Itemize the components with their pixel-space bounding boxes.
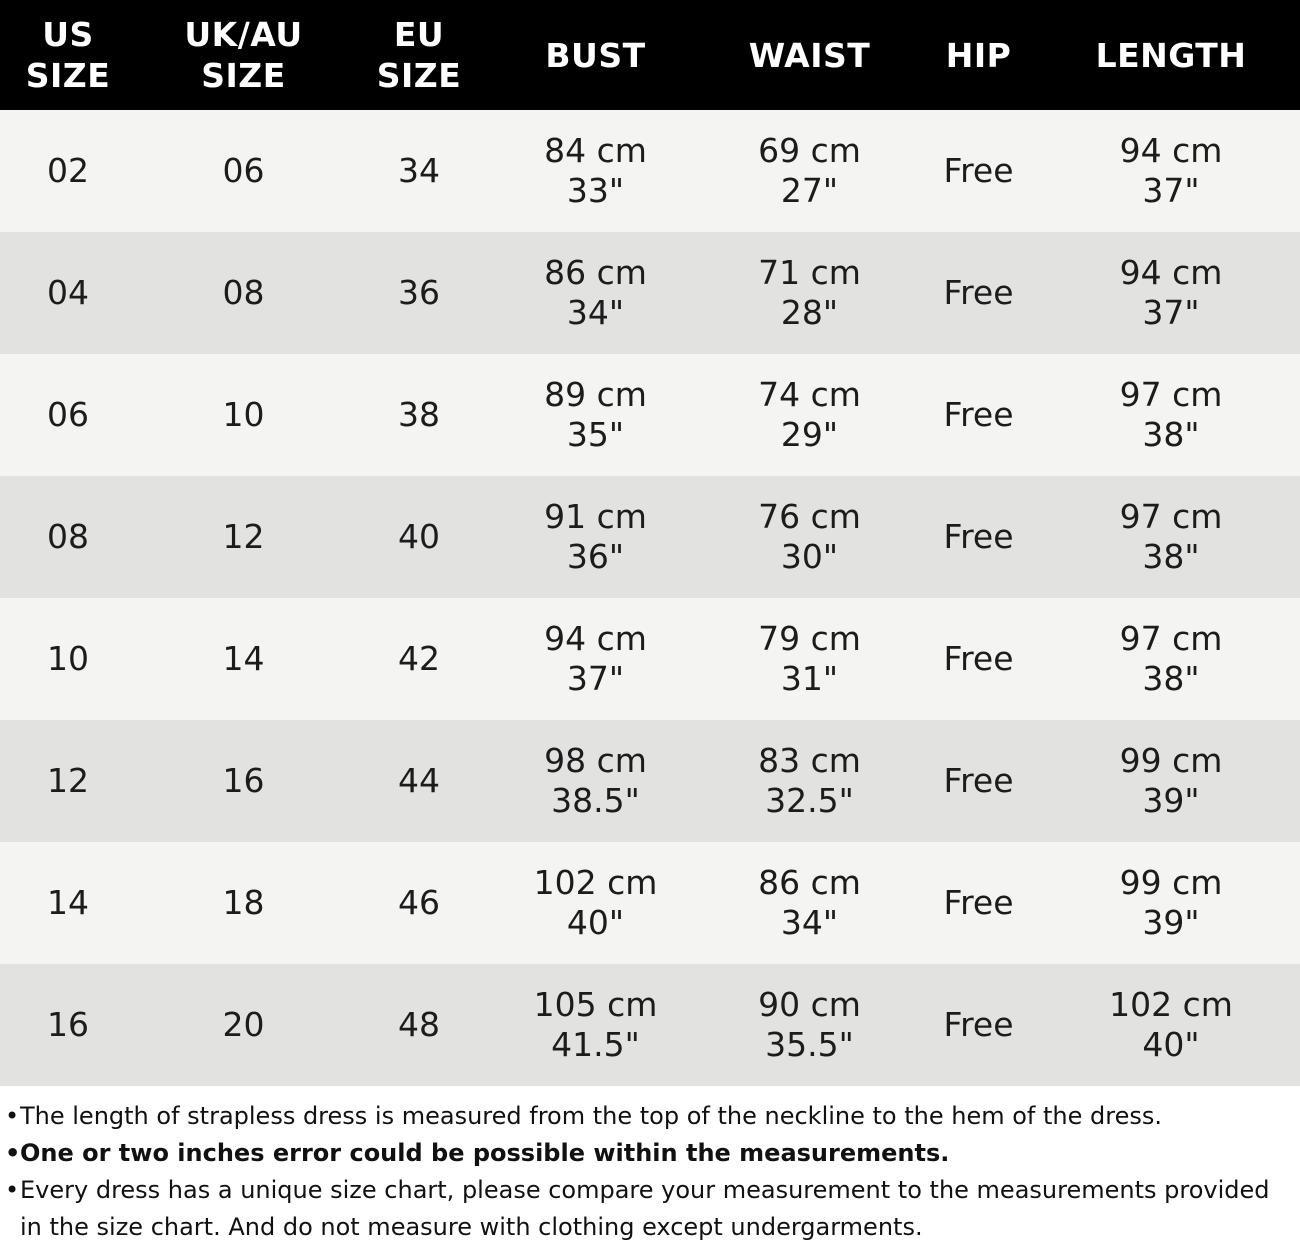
us-size-cell: 14 [47,883,89,922]
note-text: One or two inches error could be possible within the measurements. [20,1139,950,1167]
ukau-size-cell: 10 [222,395,265,434]
waist-inches: 32.5" [765,781,854,820]
ukau-size-cell: 06 [222,151,265,190]
waist-cell [704,476,915,598]
waist-cm: 83 cm [758,741,861,780]
note-unique-size-chart [0,1172,1300,1246]
length-inches: 39" [1142,781,1200,820]
eu-size-cell: 44 [398,761,440,800]
eu-size-cell: 34 [398,151,440,190]
table-row [0,354,1300,476]
waist-cell [704,964,915,1086]
length-cell [1042,720,1300,842]
length-cm: 102 cm [1109,985,1233,1024]
bust-cm: 86 cm [544,253,647,292]
hip-cell: Free [943,883,1014,922]
header-eu-size-line1: EU [393,15,445,54]
length-cm: 99 cm [1119,741,1223,780]
header-hip: HIP [945,35,1012,75]
table-row [0,110,1300,232]
hip-cell: Free [943,517,1014,556]
bust-inches: 37" [566,659,625,698]
length-cm: 94 cm [1119,253,1223,292]
header-eu-size [351,0,487,110]
bust-cell [487,476,704,598]
bust-inches: 38.5" [551,781,640,820]
note-text: The length of strapless dress is measured from the top of the neckline to the hem of the dress. [20,1102,1162,1130]
table-row [0,964,1300,1086]
note-strapless-length [0,1098,1300,1135]
hip-cell: Free [943,273,1014,312]
us-size-cell: 06 [47,395,89,434]
us-size-cell: 12 [47,761,89,800]
bust-cell [487,110,704,232]
table-body [0,110,1300,1086]
bust-inches: 36" [566,537,625,576]
eu-size-cell: 46 [398,883,440,922]
waist-cell [704,110,915,232]
table-row [0,598,1300,720]
length-cm: 97 cm [1119,375,1223,414]
bust-cell [487,354,704,476]
note-text: Every dress has a unique size chart, please compare your measurement to the measurements provided in the size chart. And do not measure with clothing except undergarments. [20,1176,1270,1241]
length-cell [1042,232,1300,354]
waist-cm: 74 cm [758,375,861,414]
us-size-cell: 16 [47,1005,89,1044]
header-bust: BUST [545,35,646,75]
waist-inches: 31" [780,659,839,698]
eu-size-cell: 48 [398,1005,440,1044]
waist-cm: 79 cm [758,619,861,658]
waist-cell [704,720,915,842]
eu-size-cell: 36 [398,273,440,312]
header-us-size-line2: SIZE [25,56,111,95]
header-waist: WAIST [748,35,871,75]
length-cell [1042,354,1300,476]
header-ukau-size-line1: UK/AU [184,15,303,54]
length-cell [1042,110,1300,232]
hip-cell: Free [943,1005,1014,1044]
length-cm: 94 cm [1119,131,1223,170]
table-row [0,842,1300,964]
hip-cell: Free [943,761,1014,800]
header-eu-size-line2: SIZE [376,56,462,95]
table-row [0,232,1300,354]
length-inches: 37" [1142,171,1200,210]
bust-cell [487,720,704,842]
bust-cm: 91 cm [544,497,647,536]
length-cell [1042,964,1300,1086]
header-length: LENGTH [1095,35,1247,75]
bust-cell [487,232,704,354]
note-error-margin [0,1135,1300,1172]
us-size-cell: 04 [47,273,89,312]
length-cell [1042,842,1300,964]
bust-inches: 34" [566,293,625,332]
waist-inches: 28" [780,293,839,332]
waist-cell [704,232,915,354]
bust-cm: 102 cm [533,863,658,902]
hip-cell: Free [943,639,1014,678]
waist-inches: 30" [780,537,839,576]
header-ukau-size-line2: SIZE [201,56,286,95]
bust-inches: 33" [566,171,625,210]
length-cm: 99 cm [1119,863,1223,902]
length-inches: 39" [1142,903,1200,942]
ukau-size-cell: 18 [222,883,265,922]
waist-inches: 27" [780,171,839,210]
length-cm: 97 cm [1119,619,1223,658]
header-us-size-line1: US [42,15,94,54]
eu-size-cell: 42 [398,639,440,678]
header-ukau-size [136,0,351,110]
waist-inches: 35.5" [765,1025,854,1064]
header-us-size [0,0,136,110]
length-inches: 38" [1142,537,1200,576]
eu-size-cell: 40 [398,517,440,556]
waist-cm: 71 cm [758,253,861,292]
bust-cm: 98 cm [544,741,647,780]
ukau-size-cell: 16 [222,761,265,800]
bust-inches: 41.5" [551,1025,640,1064]
us-size-cell: 10 [47,639,89,678]
us-size-cell: 08 [47,517,89,556]
bust-inches: 35" [566,415,625,454]
hip-cell: Free [943,151,1014,190]
waist-cell [704,354,915,476]
bust-cell [487,598,704,720]
table-row [0,476,1300,598]
eu-size-cell: 38 [398,395,440,434]
waist-cm: 69 cm [758,131,861,170]
ukau-size-cell: 12 [222,517,265,556]
bullet-icon: • [5,1102,20,1130]
length-cell [1042,598,1300,720]
length-inches: 38" [1142,415,1200,454]
length-cm: 97 cm [1119,497,1223,536]
ukau-size-cell: 20 [222,1005,265,1044]
bust-cell [487,964,704,1086]
bust-cm: 105 cm [533,985,658,1024]
bust-cm: 94 cm [544,619,647,658]
table-header [0,0,1300,110]
waist-cell [704,598,915,720]
table-row [0,720,1300,842]
bust-inches: 40" [566,903,625,942]
waist-cm: 90 cm [758,985,861,1024]
bust-cm: 89 cm [544,375,647,414]
waist-cm: 76 cm [758,497,861,536]
ukau-size-cell: 14 [222,639,265,678]
bust-cm: 84 cm [544,131,647,170]
waist-inches: 34" [780,903,839,942]
length-cell [1042,476,1300,598]
bullet-icon: • [5,1139,21,1167]
bust-cell [487,842,704,964]
waist-inches: 29" [780,415,839,454]
hip-cell: Free [943,395,1014,434]
us-size-cell: 02 [47,151,89,190]
measurement-notes [0,1098,1300,1246]
waist-cm: 86 cm [758,863,861,902]
bullet-icon: • [5,1176,20,1204]
waist-cell [704,842,915,964]
length-inches: 38" [1142,659,1200,698]
ukau-size-cell: 08 [222,273,265,312]
length-inches: 37" [1142,293,1200,332]
length-inches: 40" [1142,1025,1200,1064]
